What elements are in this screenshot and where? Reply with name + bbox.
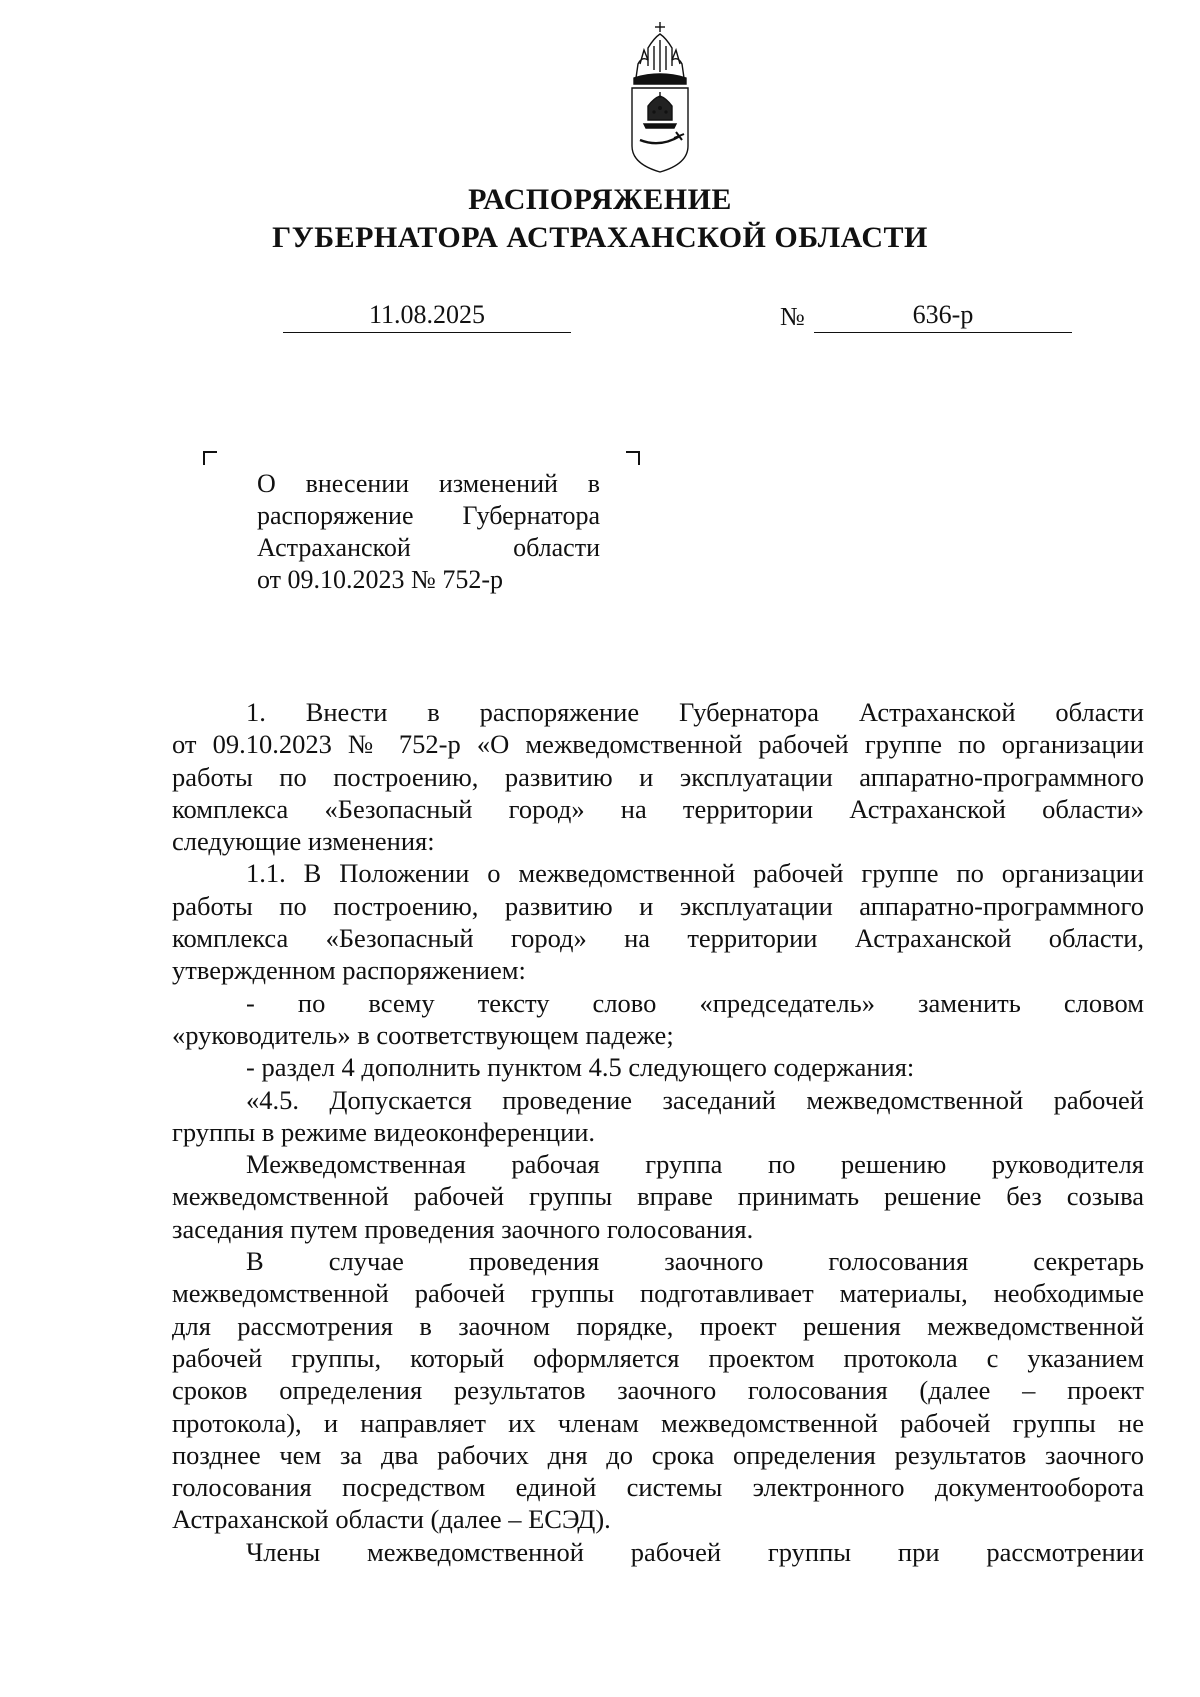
number-sign: № [780, 302, 805, 331]
subject-corner-right [626, 451, 640, 465]
body-line: протокола), и направляет их членам межведомственной рабочей группы не [172, 1407, 1144, 1438]
body-line: «4.5. Допускается проведение заседаний межведомственной рабочей [246, 1084, 1144, 1115]
body-line: 1.1. В Положении о межведомственной рабочей группе по организации [246, 858, 1144, 889]
body-line: от 09.10.2023 № 752-р «О межведомственной рабочей группе по организации [172, 729, 1144, 760]
body-line: 1. Внести в распоряжение Губернатора Астраханской области [246, 697, 1144, 727]
body-line: комплекса «Безопасный город» на территории Астраханской области, [172, 923, 1144, 954]
body-line: Астраханской области (далее – ЕСЭД). [172, 1504, 611, 1535]
body-line: заседания путем проведения заочного голосования. [172, 1213, 754, 1244]
body-line: В случае проведения заочного голосования секретарь [246, 1246, 1144, 1277]
body-line: рабочей группы, который оформляется проектом протокола с указанием [172, 1342, 1144, 1373]
subject-corner-left [203, 451, 217, 465]
body-line: - раздел 4 дополнить пунктом 4.5 следующего содержания: [246, 1052, 915, 1083]
document-title: РАСПОРЯЖЕНИЕ [468, 183, 732, 216]
body-line: межведомственной рабочей группы подготавливает материалы, необходимые [172, 1278, 1144, 1309]
body-line: Члены межведомственной рабочей группы при рассмотрении [246, 1536, 1144, 1567]
subject-line: О внесении изменений в [257, 469, 600, 498]
body-line: работы по построению, развитию и эксплуатации аппаратно-программного [172, 761, 1144, 792]
body-line: межведомственной рабочей группы вправе принимать решение без созыва [172, 1181, 1144, 1212]
body-line: позднее чем за два рабочих дня до срока определения результатов заочного [172, 1439, 1144, 1470]
document-date: 11.08.2025 [283, 300, 571, 333]
body-line: сроков определения результатов заочного голосования (далее – проект [172, 1375, 1144, 1406]
body-line: - по всему тексту слово «председатель» заменить словом [246, 987, 1144, 1018]
body-line: для рассмотрения в заочном порядке, проект решения межведомственной [172, 1310, 1144, 1341]
body-line: группы в режиме видеоконференции. [172, 1116, 596, 1147]
subject-line: Астраханской области [257, 533, 600, 562]
document-issuer: ГУБЕРНАТОРА АСТРАХАНСКОЙ ОБЛАСТИ [272, 221, 928, 254]
subject-line: от 09.10.2023 № 752-р [257, 565, 503, 594]
body-line: голосования посредством единой системы электронного документооборота [172, 1472, 1144, 1503]
document-subject [257, 468, 600, 596]
body-line: Межведомственная рабочая группа по решению руководителя [246, 1149, 1144, 1180]
body-line: утвержденном распоряжением: [172, 955, 526, 986]
body-line: комплекса «Безопасный город» на территории Астраханской области» [172, 793, 1144, 824]
document-number: 636-р [814, 300, 1072, 333]
body-line: следующие изменения: [172, 826, 435, 857]
body-line: работы по построению, развитию и эксплуатации аппаратно-программного [172, 890, 1144, 921]
subject-line: распоряжение Губернатора [257, 501, 600, 530]
document-body [172, 696, 1144, 1568]
body-line: «руководитель» в соответствующем падеже; [172, 1019, 674, 1050]
astrakhan-coat-of-arms-icon [618, 20, 702, 178]
